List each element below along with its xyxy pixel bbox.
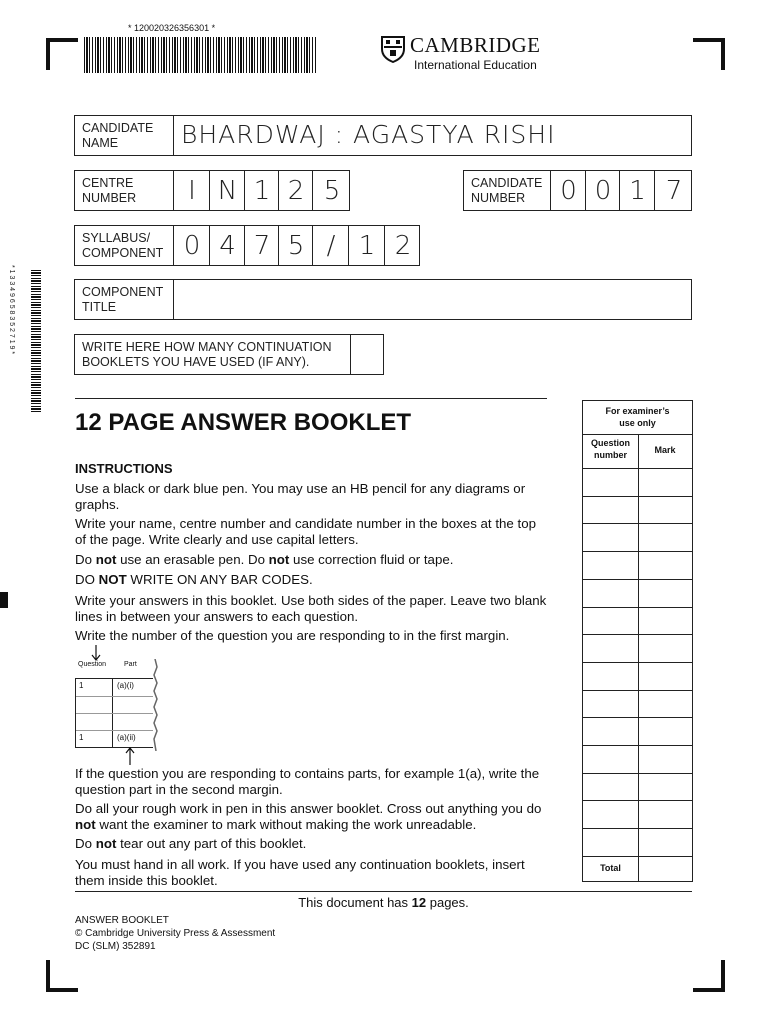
examiner-mark-column: Mark xyxy=(654,445,676,455)
examiner-total-label: Total xyxy=(600,863,621,873)
centre-digit: I xyxy=(173,171,210,210)
centre-number-label: CENTRE NUMBER xyxy=(82,176,137,205)
continuation-booklets-box[interactable] xyxy=(74,334,384,375)
examiner-row[interactable] xyxy=(583,523,692,524)
examiner-table xyxy=(582,400,693,882)
side-barcode-number: * 1 3 3 4 9 6 5 8 3 5 2 7 1 9 * xyxy=(8,265,15,355)
corner-mark-bottom-right xyxy=(693,960,725,992)
examiner-row[interactable] xyxy=(583,496,692,497)
candidate-name-box[interactable] xyxy=(74,115,692,156)
side-barcode xyxy=(31,270,41,412)
example-part-label: Part xyxy=(124,661,137,668)
example-row1-part: (a)(i) xyxy=(117,681,134,690)
corner-mark-bottom-left xyxy=(46,960,78,992)
logo-subtitle: International Education xyxy=(414,58,537,72)
examiner-row[interactable] xyxy=(583,662,692,663)
examiner-row[interactable] xyxy=(583,634,692,635)
examiner-row[interactable] xyxy=(583,717,692,718)
candidate-digit: 1 xyxy=(619,171,655,210)
shield-icon xyxy=(380,35,406,63)
corner-mark-top-left xyxy=(46,38,78,70)
centre-digit: 1 xyxy=(244,171,279,210)
candidate-number-box[interactable] xyxy=(463,170,692,211)
centre-digit: 2 xyxy=(278,171,313,210)
footer-rule xyxy=(75,891,692,892)
torn-edge-icon xyxy=(151,659,159,751)
instruction-pen: Use a black or dark blue pen. You may use an HB pencil for any diagrams or graphs. xyxy=(75,481,526,512)
syllabus-component-label: SYLLABUS/ COMPONENT xyxy=(82,231,164,260)
examiner-row[interactable] xyxy=(583,773,692,774)
examiner-row[interactable] xyxy=(583,828,692,829)
examiner-question-column: Question number xyxy=(590,438,630,460)
barcode-number: * 120020326356301 * xyxy=(128,23,216,33)
page-title: 12 PAGE ANSWER BOOKLET xyxy=(75,409,412,436)
component-digit: 1 xyxy=(348,226,385,265)
instruction-question-number: Write the number of the question you are responding to in the first margin. xyxy=(75,628,510,643)
cambridge-logo xyxy=(380,33,560,75)
margin-example xyxy=(75,645,175,765)
footer-copyright: © Cambridge University Press & Assessment xyxy=(75,928,276,939)
syllabus-component-box[interactable] xyxy=(74,225,420,266)
instruction-rough-work: Do all your rough work in pen in this answer booklet. Cross out anything you do not want the examiner to mark without making the work unreadable. xyxy=(75,801,542,832)
arrow-down-icon xyxy=(91,645,101,661)
examiner-table-header: For examiner’s use only xyxy=(605,406,670,428)
component-digit: 2 xyxy=(384,226,421,265)
example-row4-part: (a)(ii) xyxy=(117,733,136,742)
barcode xyxy=(84,37,316,73)
example-row4-question: 1 xyxy=(79,733,84,742)
instruction-barcodes: DO NOT WRITE ON ANY BAR CODES. xyxy=(75,572,313,587)
continuation-booklets-label: WRITE HERE HOW MANY CONTINUATION BOOKLETS YOU HAVE USED (IF ANY). xyxy=(82,340,332,369)
title-rule xyxy=(75,398,547,399)
instruction-tear: Do not tear out any part of this booklet. xyxy=(75,836,307,851)
syllabus-digit: 4 xyxy=(209,226,245,265)
example-row1-question: 1 xyxy=(79,681,84,690)
examiner-row[interactable] xyxy=(583,551,692,552)
syllabus-digit: 5 xyxy=(278,226,313,265)
candidate-digit: 7 xyxy=(654,171,693,210)
examiner-row[interactable] xyxy=(583,800,692,801)
component-title-box[interactable] xyxy=(74,279,692,320)
slash-separator: / xyxy=(312,226,349,265)
candidate-name-value: BHARDWAJ : AGASTYA RISHI xyxy=(181,120,556,149)
examiner-row[interactable] xyxy=(583,745,692,746)
instruction-answers: Write your answers in this booklet. Use both sides of the paper. Leave two blank lines in between your answers to each question. xyxy=(75,593,547,624)
footer-booklet: ANSWER BOOKLET xyxy=(75,915,169,926)
centre-digit: N xyxy=(209,171,245,210)
centre-number-box[interactable] xyxy=(74,170,350,211)
page-count: This document has 12 pages. xyxy=(298,895,469,910)
arrow-up-icon xyxy=(125,747,135,765)
candidate-digit: 0 xyxy=(550,171,586,210)
candidate-name-label: CANDIDATE NAME xyxy=(82,121,154,150)
examiner-row[interactable] xyxy=(583,690,692,691)
logo-name: CAMBRIDGE xyxy=(410,33,541,57)
component-title-label: COMPONENT TITLE xyxy=(82,285,164,314)
examiner-row[interactable] xyxy=(583,607,692,608)
syllabus-digit: 0 xyxy=(173,226,210,265)
examiner-row[interactable] xyxy=(583,579,692,580)
candidate-digit: 0 xyxy=(585,171,620,210)
registration-mark xyxy=(0,592,8,608)
centre-digit: 5 xyxy=(312,171,351,210)
instruction-erasable: Do not use an erasable pen. Do not use correction fluid or tape. xyxy=(75,552,454,567)
instruction-hand-in: You must hand in all work. If you have used any continuation booklets, insert them inside this booklet. xyxy=(75,857,525,888)
candidate-number-label: CANDIDATE NUMBER xyxy=(471,176,543,205)
instructions-heading: INSTRUCTIONS xyxy=(75,461,173,476)
corner-mark-top-right xyxy=(693,38,725,70)
example-question-label: Question xyxy=(78,661,107,668)
instruction-question-part: If the question you are responding to contains parts, for example 1(a), write the question part in the second margin. xyxy=(75,766,540,797)
instruction-name: Write your name, centre number and candidate number in the boxes at the top of the page. Write clearly and use capital letters. xyxy=(75,516,536,547)
footer-code: DC (SLM) 352891 xyxy=(75,941,156,952)
syllabus-digit: 7 xyxy=(244,226,279,265)
